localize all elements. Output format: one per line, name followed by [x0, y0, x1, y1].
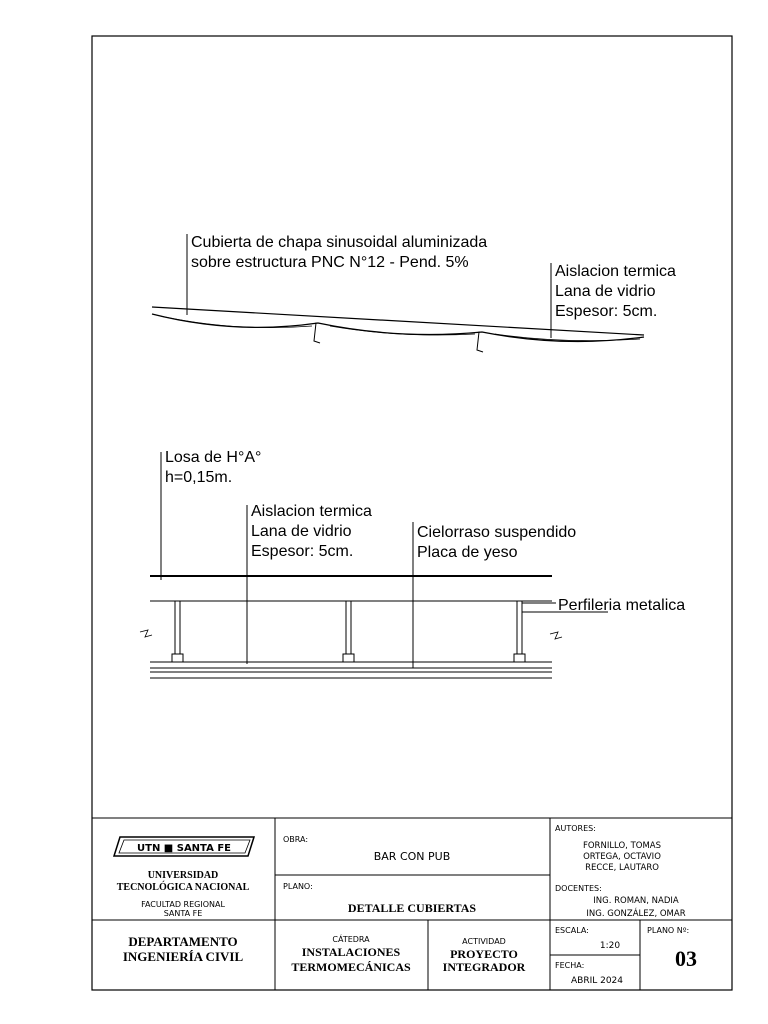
purlin-1: [314, 323, 320, 343]
plano-n-label: PLANO Nº:: [647, 926, 690, 935]
utn-logo: [114, 837, 254, 856]
catedra-line2: TERMOMECÁNICAS: [291, 960, 411, 974]
autor-1: FORNILLO, TOMAS: [582, 841, 662, 851]
ceiling-insulation-line3: Espesor: 5cm.: [251, 543, 354, 560]
actividad-line1: PROYECTO: [450, 947, 518, 961]
ceiling-insulation-line2: Lana de vidrio: [251, 523, 352, 540]
roof-detail: [152, 234, 676, 352]
autor-3: RECCE, LAUTARO: [585, 863, 659, 873]
escala-value: 1:20: [599, 941, 621, 951]
department-line1: DEPARTAMENTO: [128, 934, 238, 949]
slab-label-line1: Losa de H°A°: [165, 449, 262, 466]
roof-label-line2: sobre estructura PNC N°12 - Pend. 5%: [191, 254, 469, 271]
slab-label-line2: h=0,15m.: [165, 469, 233, 486]
fecha-label: FECHA:: [555, 961, 585, 970]
obra-value: BAR CON PUB: [373, 850, 451, 863]
ceiling-label-line2: Placa de yeso: [417, 544, 518, 561]
actividad-label: ACTIVIDAD: [462, 937, 506, 946]
plano-n-value: 03: [675, 946, 697, 971]
department-line2: INGENIERÍA CIVIL: [122, 949, 244, 964]
docentes-label: DOCENTES:: [555, 884, 602, 893]
roof-insulation-line2: Lana de vidrio: [555, 283, 656, 300]
break-mark-left: [140, 630, 152, 637]
plano-label: PLANO:: [283, 882, 313, 891]
roof-label-line1: Cubierta de chapa sinusoidal aluminizada: [191, 234, 488, 251]
faculty-line2: SANTA FE: [163, 909, 203, 918]
autor-2: ORTEGA, OCTAVIO: [583, 852, 661, 862]
hangers: [172, 601, 525, 662]
roof-insulation-line3: Espesor: 5cm.: [555, 303, 658, 320]
catedra-label: CÁTEDRA: [332, 935, 370, 944]
university-line2: TECNOLÓGICA NACIONAL: [116, 882, 250, 893]
faculty-line1: FACULTAD REGIONAL: [141, 900, 225, 909]
autores-label: AUTORES:: [555, 824, 596, 833]
ceiling-insulation-line1: Aislacion termica: [251, 503, 372, 520]
purlin-2: [477, 332, 483, 352]
ceiling-label-line1: Cielorraso suspendido: [417, 524, 577, 541]
fecha-value: ABRIL 2024: [570, 976, 624, 986]
docente-2: ING. GONZÁLEZ, OMAR: [586, 909, 686, 919]
utn-logo-text: UTN ■ SANTA FE: [137, 843, 231, 854]
actividad-line2: INTEGRADOR: [442, 960, 526, 974]
university-line1: UNIVERSIDAD: [147, 870, 219, 881]
break-mark-right: [550, 632, 562, 639]
slab-detail: [140, 449, 685, 678]
catedra-line1: INSTALACIONES: [301, 945, 401, 959]
escala-label: ESCALA:: [555, 926, 589, 935]
obra-label: OBRA:: [283, 835, 309, 844]
plano-value: DETALLE CUBIERTAS: [347, 901, 477, 915]
roof-insulation-line1: Aislacion termica: [555, 263, 676, 280]
profiles-label: Perfileria metalica: [558, 597, 686, 614]
docente-1: ING. ROMAN, NADIA: [593, 896, 679, 906]
